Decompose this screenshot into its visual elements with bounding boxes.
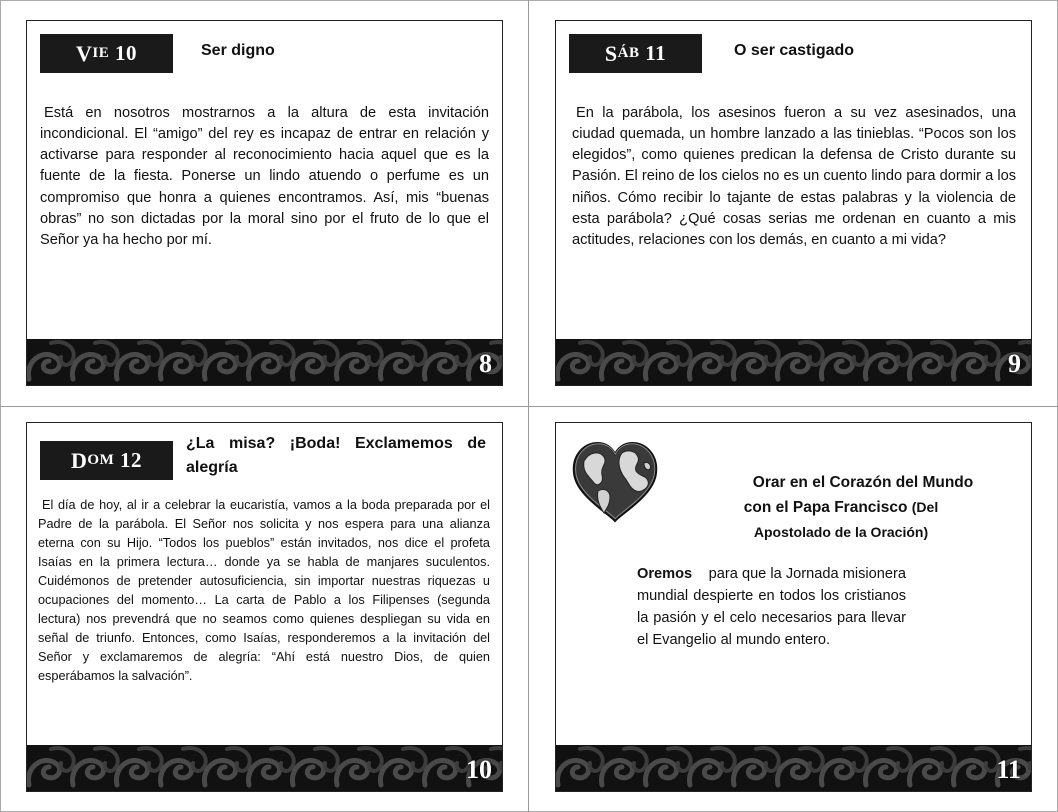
day-tag: D OM 12 xyxy=(40,441,173,480)
card-body: El día de hoy, al ir a celebrar la eucaristía, vamos a la boda preparada por el Padre de la parábola. El Señor nos solicita y nos espera para una alianza eterna con su Hijo. “Todos los pueblos” están invitados, nos dice el profeta Isaías en la primera lectura… donde ya se habla de manjares suculentos. Cuidémonos de pretender autosuficiencia, sin importar nuestras riquezas u ocupaciones del momento… La carta de Pablo a los Filipenses (segunda lectura) nos prevendrá que no seamos como quienes despliegan su vida en señal de triunfo. Entonces, como Isaías, responderemos a la invitación del Señor y exclamaremos de alegría: “Ahí está nuestro Dios, de quien esperábamos la salvación”. xyxy=(38,498,490,684)
heading-paren: (Del xyxy=(911,499,939,515)
page-number: 8 xyxy=(479,349,492,378)
card-vie-10 xyxy=(26,20,503,386)
card-prayer xyxy=(555,422,1032,792)
page-number: 9 xyxy=(1008,349,1021,378)
page-number: 11 xyxy=(996,755,1021,784)
heart-globe-icon xyxy=(570,437,660,523)
prayer-lead: Oremos xyxy=(637,566,693,582)
card-title: O ser castigado xyxy=(734,42,855,59)
ornamental-band xyxy=(556,339,1031,385)
horizontal-divider xyxy=(0,406,1058,407)
prayer-body xyxy=(637,564,906,652)
heading-line-3: Apostolado de la Oración) xyxy=(753,524,929,540)
card-body: Está en nosotros mostrarnos a la altura de esta invitación incondicional. El “amigo” del rey es incapaz de entrar en relación y activarse para responder al reconocimiento hacia aquel que es la fuente de la fiesta. Ponerse un lindo atuendo o perfume es un compromiso que honra a quienes encontramos. Así, mis “buenas obras” no son dictadas por la moral sino por el fruto de lo que el Señor ya ha hecho por mí. xyxy=(40,105,489,248)
day-tag: V IE 10 xyxy=(40,34,173,73)
card-title: ¿La misa? ¡Boda! Exclamemos de alegría xyxy=(186,435,486,476)
card-sab-11 xyxy=(555,20,1032,386)
ornamental-band xyxy=(27,339,502,385)
heading-line-2-text: con el Papa Francisco xyxy=(743,499,908,516)
ornamental-band xyxy=(556,745,1031,791)
prayer-heading xyxy=(676,471,1006,544)
card-title: Ser digno xyxy=(201,42,275,59)
page-number: 10 xyxy=(466,755,492,784)
card-dom-12 xyxy=(26,422,503,792)
heading-line-2 xyxy=(676,495,1006,520)
prayer-text: para que la Jornada misionera mundial despierte en todos los cristianos la pasión y el celo necesarios para llevar el Evangelio al mundo entero. xyxy=(637,566,907,648)
card-body: En la parábola, los asesinos fueron a su vez asesinados, una ciudad quemada, un hombre lanzado a las tinieblas. “Pocos son los elegidos”, como quienes predican la defensa de Cristo durante su Pasión. El reino de los cielos no es un cuento lindo para dormir a los niños. Cómo recibir lo tajante de estas palabras y la violencia de esta parábola? ¿Qué cosas serias me ordenan en cuanto a mis actitudes, relaciones con los demás, en cuanto a mi vida? xyxy=(572,105,1016,248)
ornamental-band xyxy=(27,745,502,791)
day-tag: S ÁB 11 xyxy=(569,34,702,73)
heading-line-1: Orar en el Corazón del Mundo xyxy=(752,474,974,491)
